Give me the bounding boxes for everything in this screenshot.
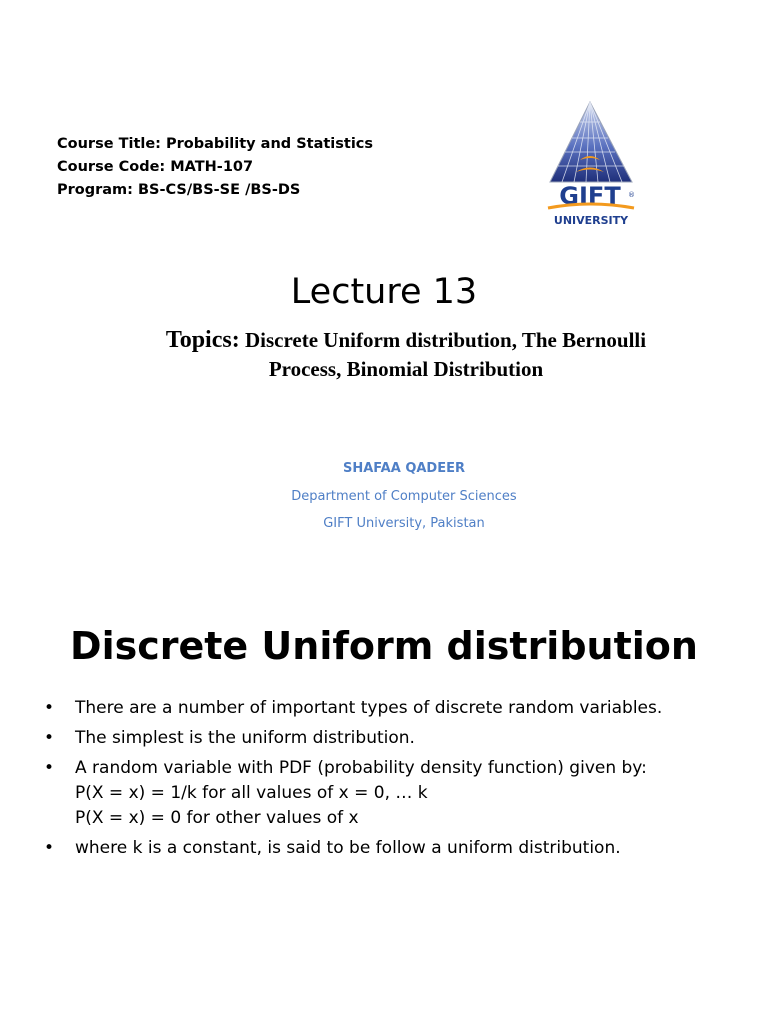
bullet-text: P(X = x) = 0 for other values of x — [75, 808, 359, 828]
bullet-text: There are a number of important types of discrete random variables. — [75, 698, 663, 718]
course-code: Course Code: MATH-107 — [57, 159, 254, 175]
bullet-item — [44, 756, 744, 831]
bullet-item — [44, 726, 744, 751]
bullet-text: where k is a constant, is said to be follow a uniform distribution. — [75, 838, 621, 858]
gift-university-logo — [540, 100, 644, 230]
course-program: Program: BS-CS/BS-SE /BS-DS — [57, 182, 301, 198]
lecture-title: Lecture 13 — [290, 272, 478, 312]
topics-label: Topics: — [165, 327, 240, 353]
bullet-text: P(X = x) = 1/k for all values of x = 0, … k — [75, 783, 428, 803]
topics-text-line2: Process, Binomial Distribution — [268, 357, 544, 381]
svg-text:®: ® — [628, 191, 635, 199]
bullet-item — [44, 696, 744, 721]
bullet-text: A random variable with PDF (probability density function) given by: — [75, 758, 647, 778]
bullet-list — [44, 696, 744, 866]
logo-subtitle: UNIVERSITY — [553, 214, 629, 227]
course-title: Course Title: Probability and Statistics — [57, 136, 374, 152]
topics-line-1 — [100, 326, 712, 355]
bullet-item — [44, 836, 744, 861]
bullet-dot: • — [44, 728, 55, 748]
topics-text-line1: Discrete Uniform distribution, The Bernoulli — [244, 328, 647, 352]
author-block — [0, 458, 768, 541]
bullet-dot: • — [44, 698, 55, 718]
slide-title: Discrete Uniform distribution — [70, 624, 698, 668]
course-info — [57, 133, 373, 202]
logo-wordmark: GIFT — [559, 182, 621, 210]
bullet-text: The simplest is the uniform distribution. — [75, 728, 415, 748]
bullet-dot: • — [44, 758, 55, 778]
author-name: SHAFAA QADEER — [342, 461, 465, 476]
author-university: GIFT University, Pakistan — [323, 516, 485, 531]
topics — [100, 326, 712, 384]
bullet-dot: • — [44, 838, 55, 858]
author-department: Department of Computer Sciences — [291, 488, 517, 504]
